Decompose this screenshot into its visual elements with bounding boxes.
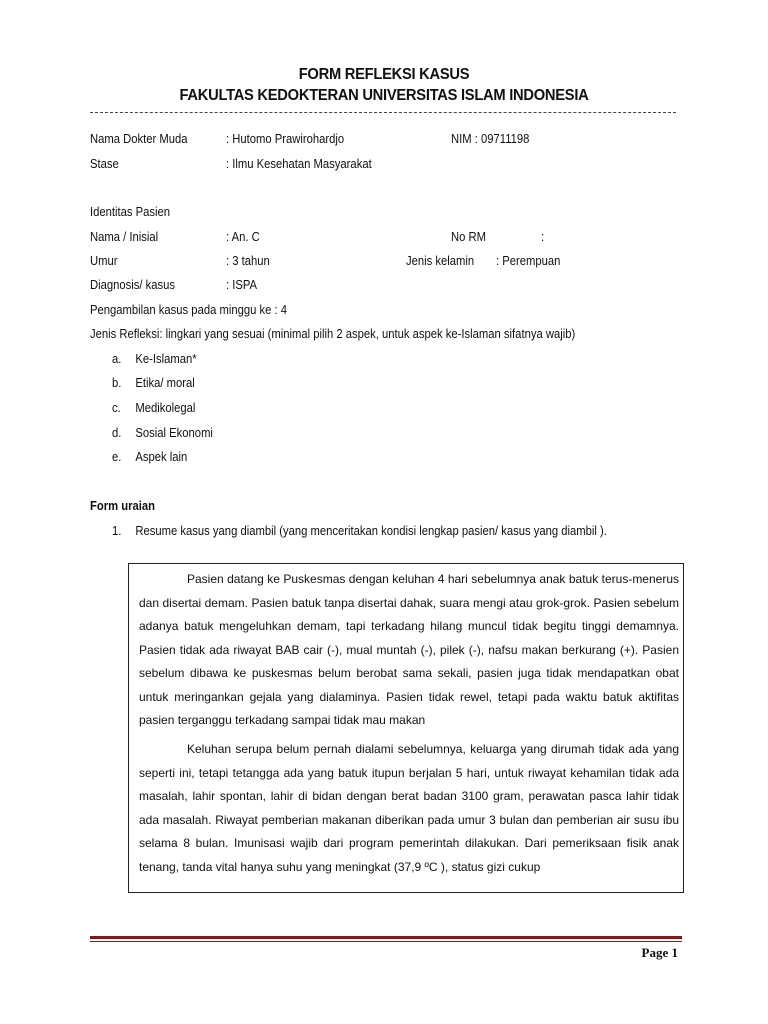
minggu-text: Pengambilan kasus pada minggu ke : 4 <box>90 303 288 317</box>
jenis-kelamin-label: Jenis kelamin <box>406 254 475 268</box>
identitas-heading: Identitas Pasien <box>90 205 171 219</box>
umur-value: : 3 tahun <box>226 254 270 268</box>
form-uraian-heading: Form uraian <box>90 499 156 513</box>
dokter-label: Nama Dokter Muda <box>90 132 188 146</box>
aspect-item: e. Aspek lain <box>112 450 188 464</box>
aspect-item: d. Sosial Ekonomi <box>112 426 213 440</box>
norm-value: : <box>541 230 545 244</box>
resume-paragraph-2: Keluhan serupa belum pernah dialami sebelumnya, keluarga yang dirumah tidak ada yang seperti ini, tetapi tetangga ada yang batuk itupun berjalan 5 hari, untuk riwayat kehamilan tidak ada masalah, lahir spontan, lahir di bidan dengan berat badan 3100 gram, perawatan pasca lahir tidak ada masalah. Riwayat pemberian makanan diberikan pada umur 3 bulan dan pemberian air susu ibu selama 8 bulan. Imunisasi wajib dari program pemerintah dilakukan. Dari pemeriksaan fisik anak tenang, tanda vital hanya suhu yang meningkat (37,9 ºC ), status gizi cukup <box>139 742 679 874</box>
aspect-item: a. Ke-Islaman* <box>112 352 197 366</box>
umur-label: Umur <box>90 254 118 268</box>
page-number: Page 1 <box>641 945 678 960</box>
nim-value: NIM : 09711198 <box>451 132 530 146</box>
footer-rule <box>90 936 682 939</box>
dashed-divider <box>90 112 676 113</box>
diagnosis-value: : ISPA <box>226 278 258 292</box>
jenis-refleksi-text: Jenis Refleksi: lingkari yang sesuai (minimal pilih 2 aspek, untuk aspek ke-Islaman sifatnya wajib) <box>90 327 576 341</box>
nama-value: : An. C <box>226 230 260 244</box>
norm-label: No RM <box>451 230 487 244</box>
stase-label: Stase <box>90 157 119 171</box>
jenis-kelamin-value: : Perempuan <box>496 254 561 268</box>
faculty-title: FAKULTAS KEDOKTERAN UNIVERSITAS ISLAM INDONESIA <box>179 87 589 104</box>
aspect-item: b. Etika/ moral <box>112 376 195 390</box>
diagnosis-label: Diagnosis/ kasus <box>90 278 176 292</box>
stase-value: : Ilmu Kesehatan Masyarakat <box>226 157 372 171</box>
dokter-value: : Hutomo Prawirohardjo <box>226 132 345 146</box>
form-title: FORM REFLEKSI KASUS <box>298 66 470 83</box>
aspect-item: c. Medikolegal <box>112 401 196 415</box>
resume-item: 1. Resume kasus yang diambil (yang menceritakan kondisi lengkap pasien/ kasus yang diambil ). <box>112 524 607 538</box>
footer-rule-thin <box>90 941 682 942</box>
resume-paragraph-1: Pasien datang ke Puskesmas dengan keluhan 4 hari sebelumnya anak batuk terus-menerus dan disertai demam. Pasien batuk tanpa disertai dahak, suara mengi atau grok-grok. Pasien sebelum adanya batuk mengeluhkan demam, tapi terkadang hilang muncul tidak begitu tinggi demamnya. Pasien tidak ada riwayat BAB cair (-), mual muntah (-), pilek (-), nafsu makan berkurang (+). Pasien sebelum dibawa ke puskesmas belum berobat sama sekali, pasien juga tidak mendapatkan obat untuk meringankan gejala yang dialaminya. Pasien tidak rewel, tetapi pada waktu batuk aktifitas pasien terganggu terkadang sampai tidak mau makan <box>139 572 679 727</box>
nama-label: Nama / Inisial <box>90 230 159 244</box>
